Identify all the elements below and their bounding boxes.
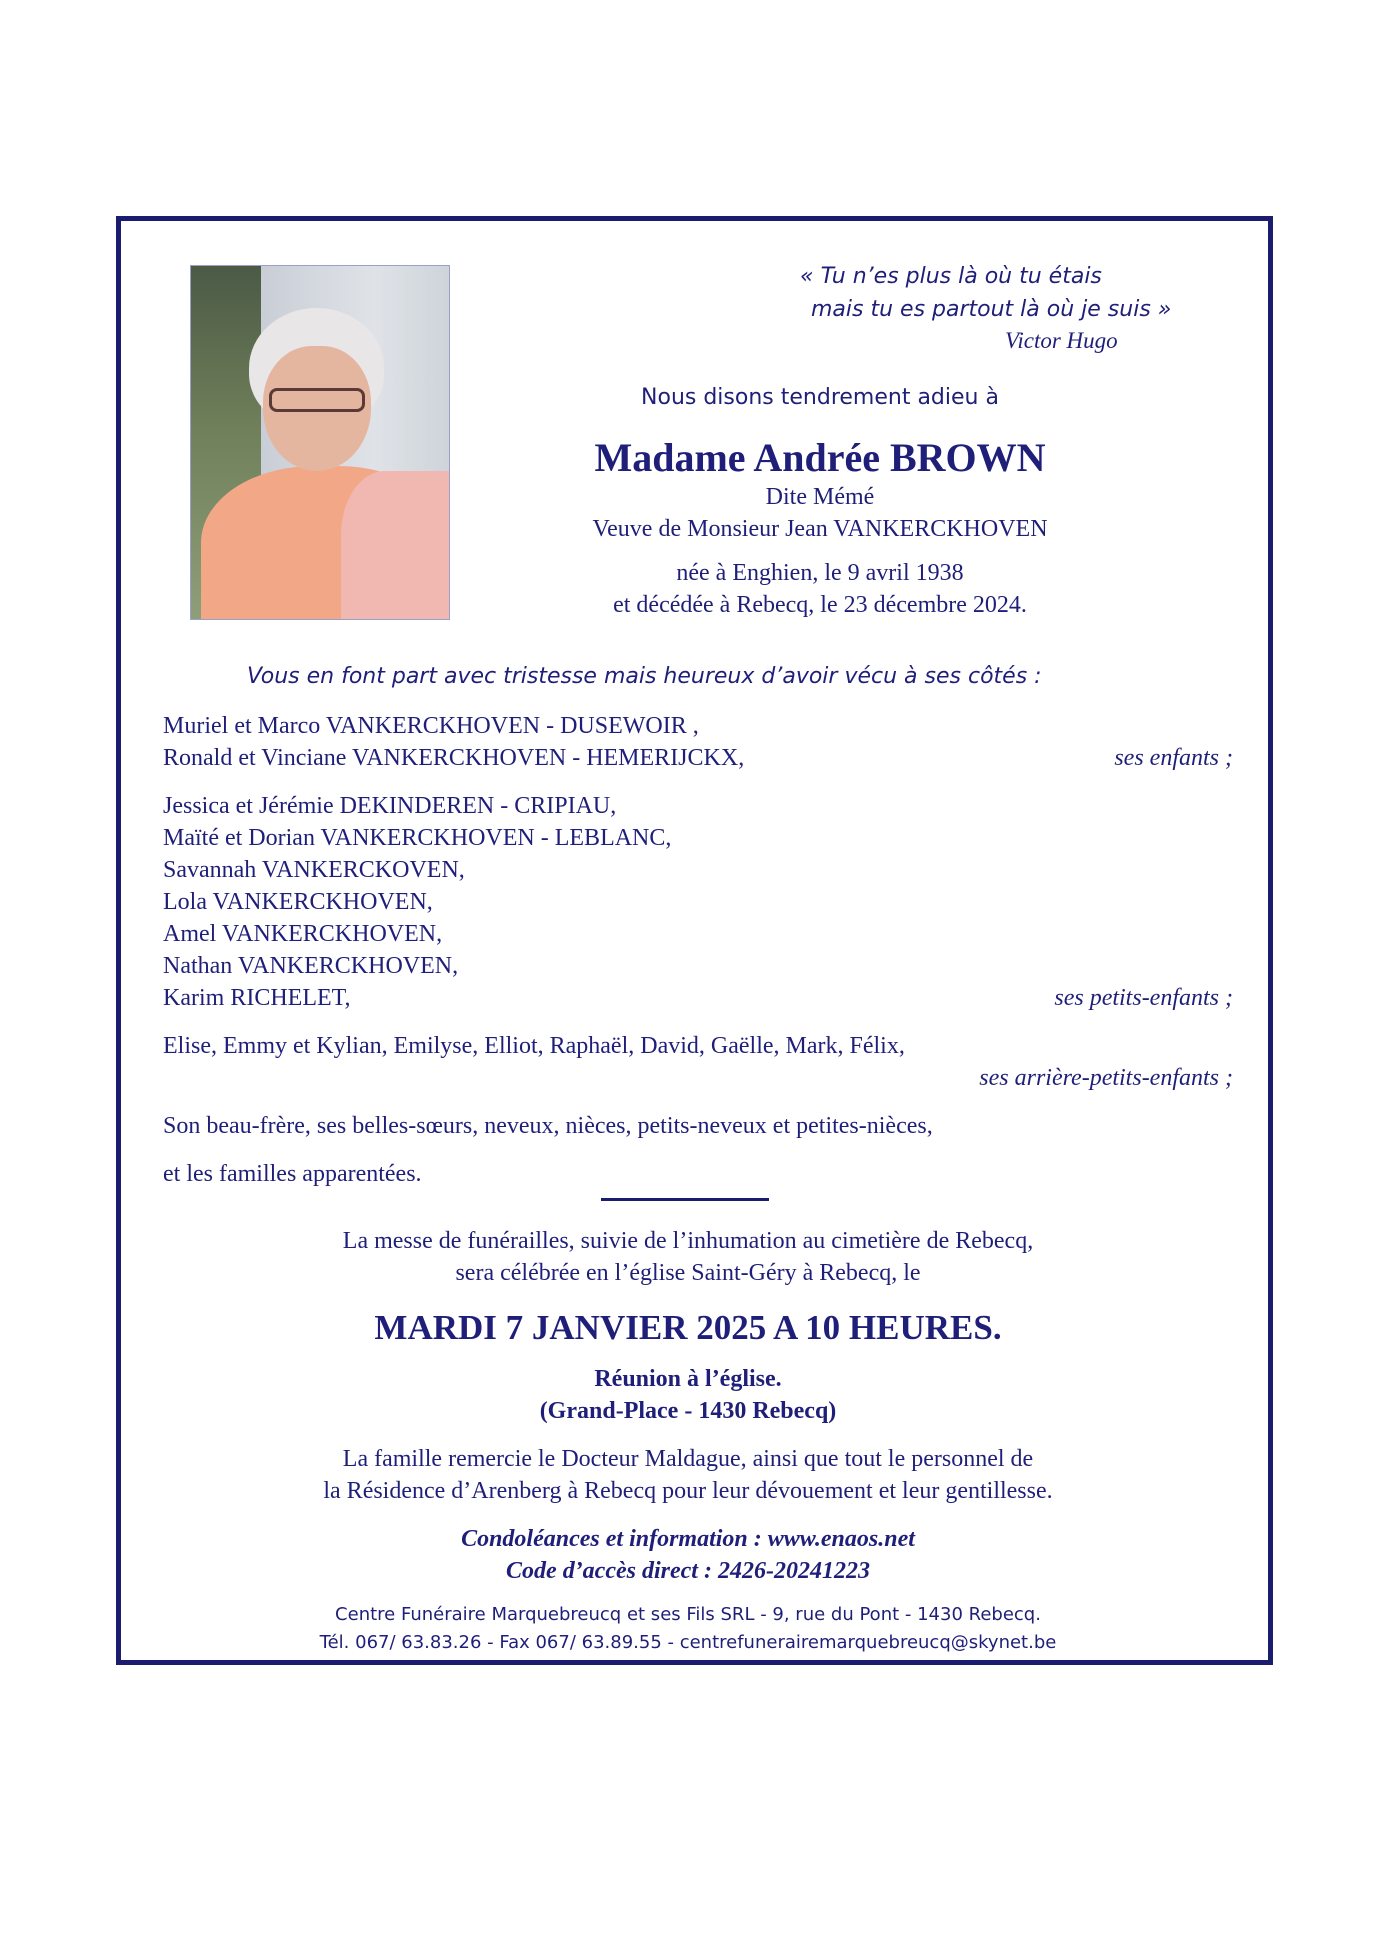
widow-line: Veuve de Monsieur Jean VANKERCKHOVEN [592, 516, 1048, 542]
nickname: Dite Mémé [765, 484, 875, 510]
adieu-text: Nous disons tendrement adieu à [641, 385, 999, 410]
family-row: Son beau-frère, ses belles-sœurs, neveux, nièces, petits-neveux et petites-nièces, [163, 1113, 933, 1139]
funeral-home-address: Centre Funéraire Marquebreucq et ses Fils SRL - 9, rue du Pont - 1430 Rebecq. [335, 1604, 1041, 1625]
quote-line-2: mais tu es partout là où je suis » [811, 297, 1172, 322]
access-code-line: Code d’accès direct : 2426-20241223 [506, 1558, 870, 1584]
family-name: Karim RICHELET, [163, 985, 351, 1011]
family-row: Jessica et Jérémie DEKINDEREN - CRIPIAU, [163, 793, 617, 819]
funeral-home-contact: Tél. 067/ 63.83.26 - Fax 067/ 63.89.55 - centrefunerairemarquebreucq@skynet.be [319, 1632, 1057, 1653]
relation-label: ses arrière-petits-enfants ; [979, 1065, 1233, 1091]
relation-label: ses enfants ; [1114, 745, 1233, 771]
portrait-photo [190, 265, 450, 620]
family-row: Maïté et Dorian VANKERCKHOVEN - LEBLANC, [163, 825, 672, 851]
funeral-date: MARDI 7 JANVIER 2025 A 10 HEURES. [374, 1308, 1002, 1347]
family-row: Muriel et Marco VANKERCKHOVEN - DUSEWOIR , [163, 713, 699, 739]
condolences-line: Condoléances et information : www.enaos.net [461, 1526, 915, 1552]
family-row [163, 985, 1233, 1012]
family-row: Savannah VANKERCKOVEN, [163, 857, 465, 883]
family-row: Nathan VANKERCKHOVEN, [163, 953, 459, 979]
family-row: Amel VANKERCKHOVEN, [163, 921, 443, 947]
family-row: Lola VANKERCKHOVEN, [163, 889, 433, 915]
family-row [163, 745, 1233, 772]
family-row: Elise, Emmy et Kylian, Emilyse, Elliot, Raphaël, David, Gaëlle, Mark, Félix, [163, 1033, 905, 1059]
quote-author: Victor Hugo [1005, 328, 1118, 353]
relation-label: ses petits-enfants ; [1054, 985, 1233, 1011]
announcement-intro: Vous en font part avec tristesse mais heureux d’avoir vécu à ses côtés : [247, 664, 1042, 689]
funeral-line-1: La messe de funérailles, suivie de l’inhumation au cimetière de Rebecq, [342, 1228, 1034, 1254]
birth-line: née à Enghien, le 9 avril 1938 [676, 560, 964, 586]
meeting-line-1: Réunion à l’église. [594, 1366, 782, 1392]
meeting-line-2: (Grand-Place - 1430 Rebecq) [539, 1398, 837, 1424]
family-row: et les familles apparentées. [163, 1161, 422, 1187]
funeral-line-2: sera célébrée en l’église Saint-Géry à Rebecq, le [455, 1260, 921, 1286]
photo-glasses [269, 388, 365, 412]
separator-line [601, 1198, 769, 1201]
death-line: et décédée à Rebecq, le 23 décembre 2024. [613, 592, 1027, 618]
photo-cardigan [341, 471, 450, 620]
quote-line-1: « Tu n’es plus là où tu étais [800, 264, 1102, 289]
thanks-line-2: la Résidence d’Arenberg à Rebecq pour leur dévouement et leur gentillesse. [323, 1478, 1053, 1504]
thanks-line-1: La famille remercie le Docteur Maldague, ainsi que tout le personnel de [342, 1446, 1034, 1472]
deceased-name: Madame Andrée BROWN [594, 435, 1046, 480]
family-name: Ronald et Vinciane VANKERCKHOVEN - HEMERIJCKX, [163, 745, 745, 771]
